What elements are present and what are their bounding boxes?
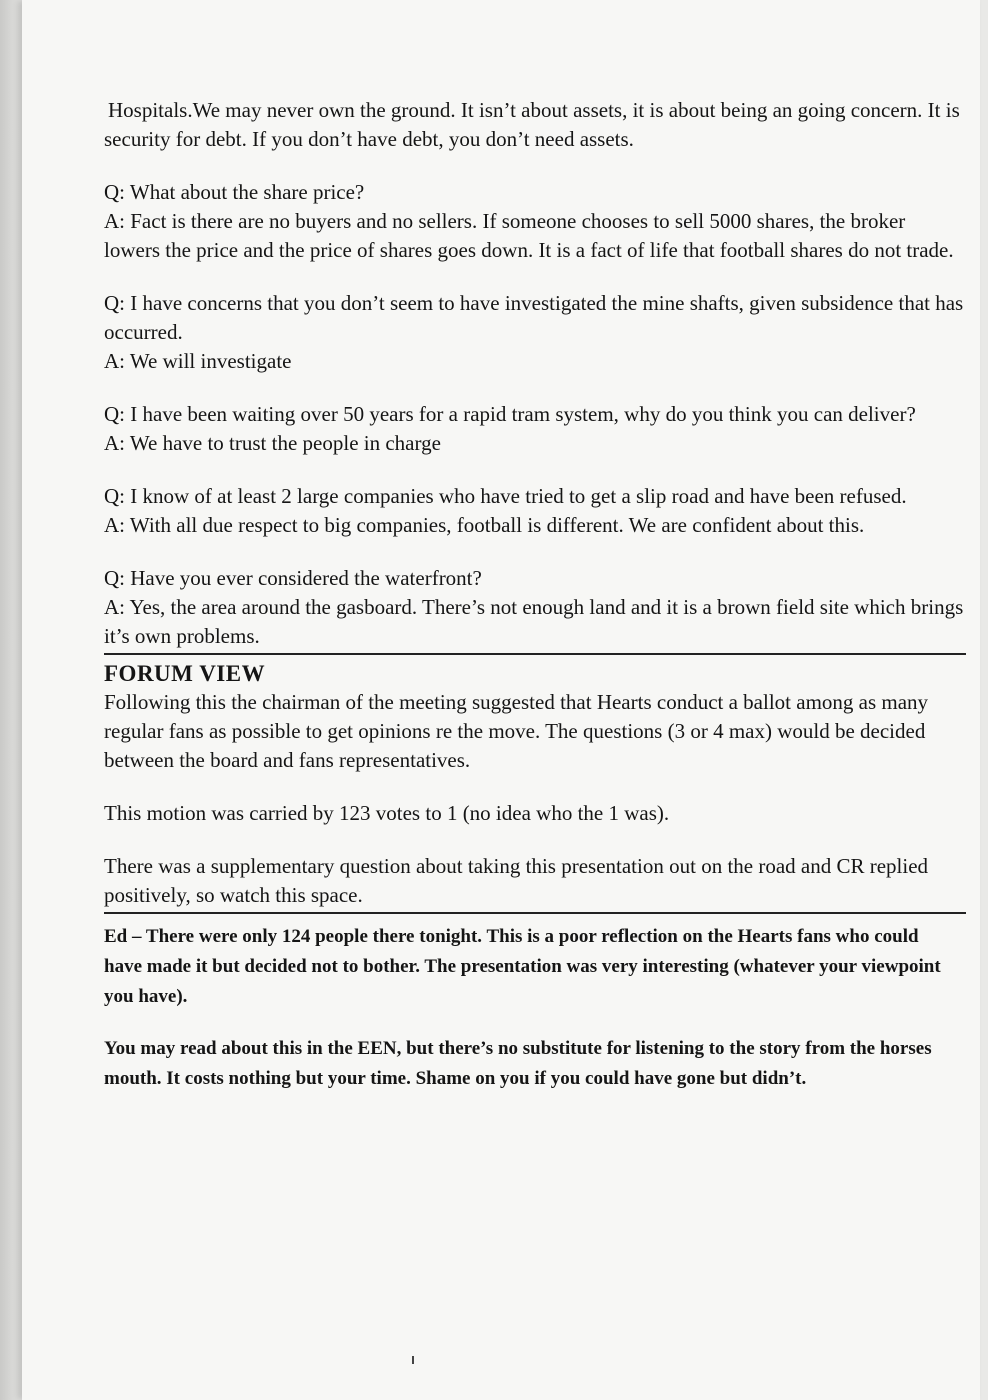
answer-text: A: Fact is there are no buyers and no sellers. If someone chooses to sell 5000 shares, the broker lowers the price and the price of shares goes down. It is a fact of life that football shares do not trade.: [104, 209, 954, 262]
qa-item: [104, 178, 964, 265]
print-mark: [412, 1356, 414, 1364]
section-divider: [104, 912, 966, 914]
question-text: Q: I have concerns that you don’t seem to have investigated the mine shafts, given subsidence that has occurred.: [104, 291, 964, 344]
qa-item: [104, 400, 964, 458]
forum-paragraph: Following this the chairman of the meeting suggested that Hearts conduct a ballot among as many regular fans as possible to get opinions re the move. The questions (3 or 4 max) would be decided between the board and fans representatives.: [104, 690, 929, 772]
answer-text: A: We will investigate: [104, 349, 292, 373]
section-divider: [104, 653, 966, 655]
question-text: Q: Have you ever considered the waterfront?: [104, 566, 482, 590]
qa-item: [104, 482, 964, 540]
document-page: [22, 0, 980, 1400]
editor-note: Ed – There were only 124 people there tonight. This is a poor reflection on the Hearts fans who could have made it but decided not to bother. The presentation was very interesting (whatever your viewpoint you have).: [104, 926, 941, 1007]
question-text: Q: What about the share price?: [104, 180, 365, 204]
question-text: Q: I know of at least 2 large companies who have tried to get a slip road and have been refused.: [104, 484, 907, 508]
intro-paragraph: Hospitals.We may never own the ground. It isn’t about assets, it is about being an going concern. It is security for debt. If you don’t have debt, you don’t need assets.: [104, 98, 960, 151]
qa-item: [104, 564, 964, 651]
qa-item: [104, 289, 964, 376]
question-text: Q: I have been waiting over 50 years for a rapid tram system, why do you think you can deliver?: [104, 402, 916, 426]
article-body: [104, 96, 964, 1094]
answer-text: A: Yes, the area around the gasboard. There’s not enough land and it is a brown field site which brings it’s own problems.: [104, 595, 964, 648]
editor-note: You may read about this in the EEN, but there’s no substitute for listening to the story from the horses mouth. It costs nothing but your time. Shame on you if you could have gone but didn’t.: [104, 1038, 932, 1089]
page-binding-shadow: [0, 0, 22, 1400]
answer-text: A: We have to trust the people in charge: [104, 431, 441, 455]
forum-view-heading: FORUM VIEW: [104, 661, 266, 686]
forum-paragraph: There was a supplementary question about taking this presentation out on the road and CR replied positively, so watch this space.: [104, 854, 929, 907]
answer-text: A: With all due respect to big companies, football is different. We are confident about this.: [104, 513, 865, 537]
forum-paragraph: This motion was carried by 123 votes to 1 (no idea who the 1 was).: [104, 801, 670, 825]
